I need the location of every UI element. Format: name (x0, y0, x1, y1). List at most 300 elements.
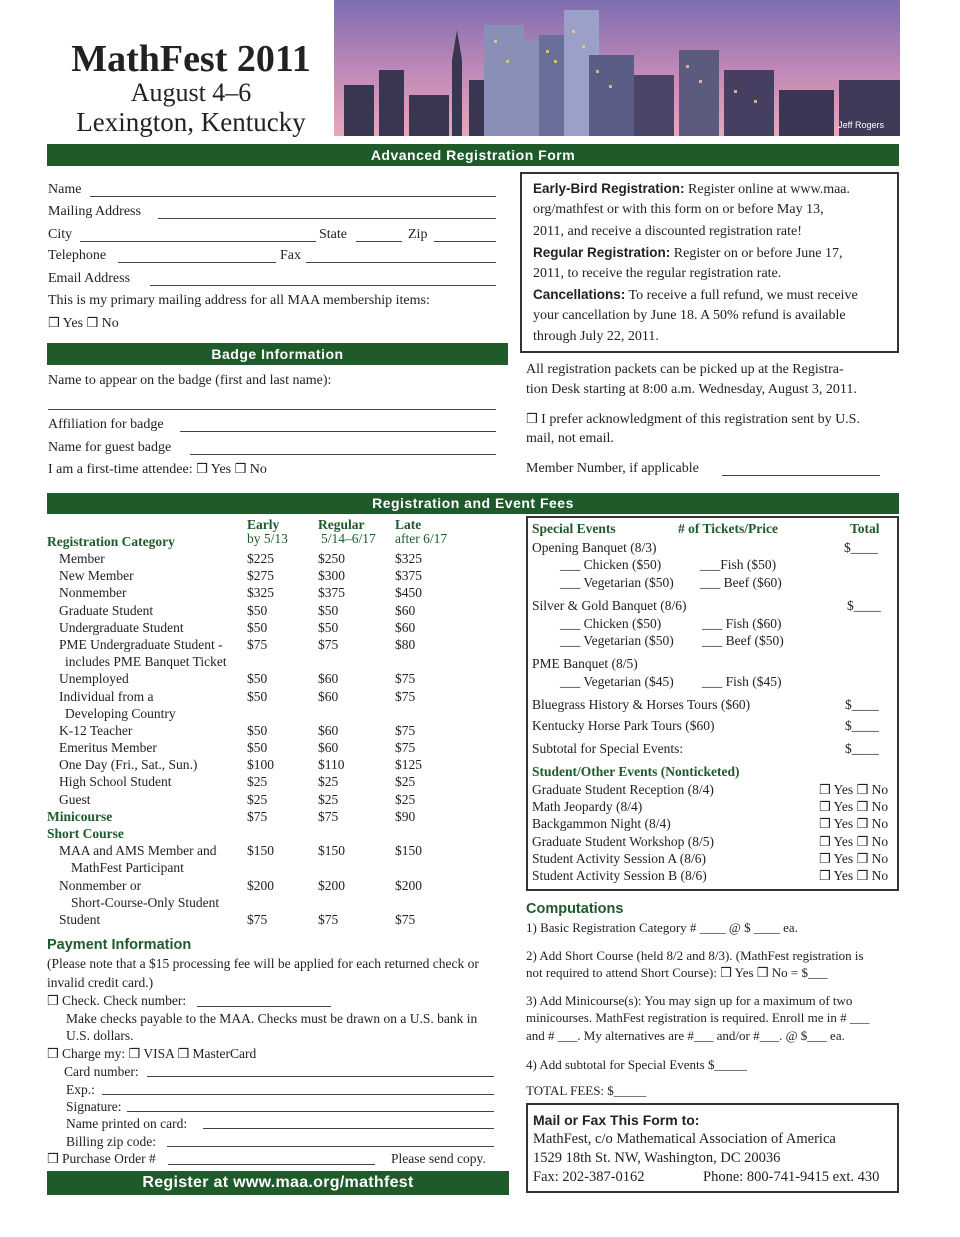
regular-price: $300 (318, 568, 345, 584)
silver-veg-label: Vegetarian ($50) (583, 633, 674, 648)
mastercard-label: MasterCard (192, 1046, 257, 1061)
category-label: Guest (59, 791, 91, 807)
regular-price: $75 (318, 911, 339, 927)
late-price: $125 (395, 757, 422, 773)
mail-phone: Phone: 800-741-9415 ext. 430 (703, 1169, 880, 1185)
cancel-line-3: through July 22, 2011. (533, 329, 659, 344)
short-course-row (47, 895, 477, 912)
early-price: $50 (247, 740, 268, 756)
register-footer-bar[interactable]: Register at www.maa.org/mathfest (47, 1171, 509, 1195)
event-location: Lexington, Kentucky (76, 107, 306, 137)
event-yes-label: Yes (833, 816, 854, 832)
cancel-label: Cancellations: (533, 287, 626, 302)
category-label: Undergraduate Student (59, 619, 184, 635)
early-price: $75 (247, 808, 268, 824)
early-price (247, 654, 318, 671)
fee-row (47, 551, 477, 568)
opening-total[interactable]: $____ (844, 540, 878, 555)
regular-line-1 (533, 245, 843, 262)
pickup-line-2: tion Desk starting at 8:00 a.m. Wednesday, August 3, 2011. (526, 382, 857, 397)
badge-name-input[interactable] (48, 409, 496, 410)
first-time-label: I am a first-time attendee: (48, 462, 193, 477)
early-price: $50 (247, 671, 268, 687)
name-on-card-label: Name printed on card: (66, 1116, 188, 1131)
student-event-label: Graduate Student Workshop (8/5) (532, 833, 715, 849)
late-price: $450 (395, 585, 422, 601)
early-price (247, 860, 318, 877)
send-copy-note: Please send copy. (391, 1151, 486, 1166)
cancel-text-1: To receive a full refund, we must receive (625, 288, 858, 303)
computation-2a: 2) Add Short Course (held 8/2 and 8/3). (MathFest registration is (526, 948, 864, 963)
event-yes-label: Yes (833, 868, 854, 883)
opening-veg[interactable]: ___ Vegetarian ($50) (560, 575, 674, 590)
fee-row (47, 654, 477, 671)
mailing-address-input[interactable] (158, 218, 496, 219)
early-price: $50 (247, 688, 268, 704)
tickets-header: # of Tickets/Price (678, 521, 778, 536)
zip-label: Zip (408, 227, 428, 242)
email-label: Email Address (48, 271, 131, 286)
late-price (395, 654, 477, 671)
mail-line-2: 1529 18th St. NW, Washington, DC 20036 (533, 1150, 781, 1166)
registration-info-box (520, 172, 899, 353)
signature-label: Signature: (66, 1099, 122, 1114)
minicourse-label: Minicourse (47, 808, 113, 824)
silver-gold-banquet: Silver & Gold Banquet (8/6) (532, 598, 687, 613)
category-label: Emeritus Member (59, 740, 157, 756)
category-label: Graduate Student (59, 602, 154, 618)
category-label: Nonmember or (59, 877, 142, 893)
event-no-label: No (871, 850, 889, 866)
category-label: New Member (59, 568, 134, 584)
computation-1: 1) Basic Registration Category # ____ @ $ ____ ea. (526, 920, 798, 935)
fee-row (47, 723, 477, 740)
state-input[interactable] (356, 241, 402, 242)
member-number-input[interactable] (722, 475, 880, 476)
early-price (247, 706, 318, 723)
category-label: Short-Course-Only Student (71, 894, 220, 910)
event-dates: August 4–6 (130, 78, 252, 107)
name-label: Name (48, 182, 82, 197)
early-price: $75 (247, 911, 268, 927)
telephone-label: Telephone (48, 248, 107, 263)
email-input[interactable] (150, 285, 496, 286)
fee-row (47, 585, 477, 602)
late-price: $325 (395, 551, 422, 566)
short-course-row (47, 878, 477, 895)
guest-badge-label: Name for guest badge (48, 440, 172, 455)
fee-row (47, 620, 477, 637)
check-option (47, 993, 186, 1009)
student-events-header: Student/Other Events (Nonticketed) (532, 764, 740, 779)
event-yes-checkbox[interactable]: ❒ (819, 800, 831, 816)
regular-price: $75 (318, 636, 339, 652)
late-price: $60 (395, 602, 416, 618)
check-number-input[interactable] (197, 1006, 331, 1007)
regular-price: $60 (318, 722, 339, 738)
pme-fish-label: Fish ($45) (725, 674, 782, 689)
opening-beef-label: Beef ($60) (723, 575, 782, 590)
event-yes-checkbox[interactable]: ❒ (819, 869, 831, 884)
opening-beef[interactable]: ___ Beef ($60) (700, 575, 782, 590)
category-label: Student (59, 911, 101, 927)
telephone-input[interactable] (118, 262, 276, 263)
city-label: City (48, 227, 73, 242)
special-subtotal: Subtotal for Special Events: (532, 741, 684, 756)
state-label: State (319, 227, 347, 242)
late-price: $60 (395, 619, 416, 635)
special-events-header: Special Events (532, 521, 616, 536)
early-price (247, 895, 318, 912)
regular-price (318, 654, 395, 671)
event-yes-checkbox[interactable]: ❒ (819, 834, 831, 850)
late-price: $75 (395, 671, 416, 687)
badge-name-label: Name to appear on the badge (first and last name): (48, 373, 332, 388)
bluegrass-total[interactable]: $____ (845, 697, 879, 712)
member-number-label: Member Number, if applicable (526, 461, 699, 476)
regular-price: $25 (318, 774, 339, 790)
primary-no-checkbox[interactable]: ❒ (86, 316, 99, 331)
late-price: $25 (395, 791, 416, 807)
fee-row (47, 603, 477, 620)
purchase-order-option (47, 1151, 156, 1167)
category-label: Unemployed (59, 671, 129, 687)
minicourse-row (47, 809, 477, 826)
event-no-checkbox[interactable]: ❒ (856, 817, 869, 833)
silver-fish-label: Fish ($60) (725, 616, 782, 631)
exp-label: Exp.: (66, 1082, 95, 1097)
name-input[interactable] (90, 196, 496, 197)
regular-price: $25 (318, 791, 339, 807)
fee-row (47, 637, 477, 654)
zip-input[interactable] (434, 241, 496, 242)
event-no-checkbox[interactable]: ❒ (856, 834, 869, 850)
event-no-label: No (871, 833, 889, 849)
primary-address-note: This is my primary mailing address for all MAA membership items: (48, 293, 430, 308)
col-regular-header: Regular (318, 517, 365, 532)
regular-text-1: Register on or before June 17, (670, 246, 843, 261)
visa-checkbox[interactable]: ❒ (128, 1047, 141, 1062)
late-price: $150 (395, 843, 422, 859)
computation-2b: not required to attend Short Course): ❒ Yes ❒ No = $___ (526, 965, 828, 980)
fee-row (47, 671, 477, 688)
ack-line-2: mail, not email. (526, 431, 614, 446)
short-course-row (47, 912, 477, 929)
event-no-checkbox[interactable]: ❒ (856, 851, 869, 867)
early-bird-label: Early-Bird Registration: (533, 181, 685, 196)
purchase-order-input[interactable] (168, 1164, 375, 1165)
early-price: $225 (247, 551, 274, 566)
opening-veg-label: Vegetarian ($50) (583, 575, 674, 590)
skyline-illustration (334, 0, 900, 136)
check-checkbox[interactable]: ❒ (47, 994, 59, 1009)
special-subtotal-value[interactable]: $____ (845, 741, 879, 756)
mail-line-1: MathFest, c/o Mathematical Association of America (533, 1131, 836, 1147)
silver-veg[interactable]: ___ Vegetarian ($50) (560, 633, 674, 648)
computation-3c: and # ___. My alternatives are #___ and/or #___. @ $___ ea. (526, 1028, 845, 1043)
event-yes-label: Yes (833, 782, 854, 797)
cancel-line-2: your cancellation by June 18. A 50% refund is available (533, 308, 846, 323)
pickup-line-1: All registration packets can be picked up at the Registra- (526, 362, 844, 377)
primary-yes-checkbox[interactable]: ❒ (48, 316, 60, 331)
student-event-options (819, 782, 888, 798)
early-price: $100 (247, 757, 274, 773)
fee-row (47, 568, 477, 585)
mastercard-checkbox[interactable]: ❒ (177, 1047, 190, 1062)
purchase-order-label: Purchase Order # (62, 1151, 156, 1166)
regular-price: $60 (318, 740, 339, 756)
city-input[interactable] (80, 241, 316, 242)
col-late-sub: after 6/17 (395, 531, 448, 546)
silver-chicken[interactable]: ___ Chicken ($50) (560, 616, 662, 631)
regular-price: $60 (318, 671, 339, 687)
ack-line-1 (526, 412, 860, 428)
total-header: Total (850, 521, 880, 536)
early-bird-line-1 (533, 181, 850, 198)
regular-price (318, 706, 395, 723)
regular-price: $50 (318, 602, 339, 618)
photo-credit: Jeff Rogers (838, 120, 884, 130)
category-label: Member (59, 551, 105, 566)
early-bird-text-1: Register online at www.maa. (684, 182, 851, 197)
visa-label: VISA (143, 1046, 175, 1061)
event-no-checkbox[interactable]: ❒ (856, 783, 869, 798)
form-title-bar: Advanced Registration Form (47, 144, 899, 166)
ack-checkbox[interactable]: ❒ (526, 412, 538, 427)
early-price: $50 (247, 602, 268, 618)
event-yes-label: Yes (833, 833, 854, 849)
early-price: $50 (247, 619, 268, 635)
opening-chicken-label: Chicken ($50) (583, 557, 662, 572)
fee-row (47, 740, 477, 757)
skyline-photo (334, 0, 900, 136)
category-label: MAA and AMS Member and (59, 843, 217, 859)
late-price: $75 (395, 722, 416, 738)
cancel-line-1 (533, 287, 858, 304)
early-price: $200 (247, 877, 274, 893)
short-course-header: Short Course (47, 826, 124, 841)
computations-title: Computations (526, 901, 624, 917)
event-no-checkbox[interactable]: ❒ (856, 869, 869, 884)
regular-price: $110 (318, 757, 345, 773)
event-no-label: No (871, 816, 889, 832)
pme-banquet: PME Banquet (8/5) (532, 656, 638, 671)
mailing-address-label: Mailing Address (48, 204, 141, 219)
charge-label: Charge my: (62, 1046, 126, 1061)
early-price: $275 (247, 568, 274, 584)
computation-4: 4) Add subtotal for Special Events $_____ (526, 1057, 747, 1072)
regular-price: $75 (318, 808, 339, 824)
category-label: Individual from a (59, 688, 154, 704)
affiliation-input[interactable] (180, 431, 496, 432)
bluegrass-tours: Bluegrass History & Horses Tours ($60) (532, 697, 751, 712)
silver-fish[interactable]: ___ Fish ($60) (702, 616, 782, 631)
badge-info-bar: Badge Information (47, 343, 508, 365)
category-label: includes PME Banquet Ticket (65, 654, 227, 670)
late-price: $25 (395, 774, 416, 790)
guest-badge-input[interactable] (190, 454, 496, 455)
fee-row (47, 774, 477, 791)
empty-cell (247, 826, 318, 843)
total-fees: TOTAL FEES: $_____ (526, 1083, 647, 1098)
late-price: $200 (395, 877, 422, 893)
early-price: $150 (247, 843, 274, 859)
regular-label: Regular Registration: (533, 245, 671, 260)
regular-price: $150 (318, 843, 345, 859)
mail-title: Mail or Fax This Form to: (533, 1112, 700, 1128)
student-event-options (819, 868, 888, 884)
student-event-label: Math Jeopardy (8/4) (532, 799, 643, 815)
silver-beef-label: Beef ($50) (725, 633, 784, 648)
late-price (395, 706, 477, 723)
col-late-header: Late (395, 517, 422, 532)
fax-input[interactable] (306, 262, 496, 263)
empty-cell (395, 826, 477, 843)
short-course-header-row (47, 826, 477, 843)
card-number-label: Card number: (64, 1064, 139, 1079)
billing-zip-label: Billing zip code: (66, 1134, 156, 1149)
regular-price: $375 (318, 585, 345, 601)
late-price: $75 (395, 740, 416, 756)
charge-checkbox[interactable]: ❒ (47, 1047, 59, 1062)
fee-row (47, 689, 477, 706)
first-time-no-checkbox[interactable]: ❒ (234, 462, 247, 477)
event-yes-label: Yes (833, 799, 854, 815)
col-early-sub: by 5/13 (247, 531, 288, 546)
check-label: Check. Check number: (62, 993, 187, 1008)
student-event-label: Student Activity Session B (8/6) (532, 868, 707, 883)
registration-fees-table (47, 551, 477, 929)
opening-fish-label: Fish ($50) (720, 557, 777, 572)
regular-price: $200 (318, 877, 345, 893)
student-event-options (819, 816, 888, 832)
first-time-no-label: No (249, 462, 267, 477)
category-label: Developing Country (65, 705, 176, 721)
name-on-card-input[interactable] (203, 1128, 494, 1129)
mail-fax: Fax: 202-387-0162 (533, 1169, 645, 1185)
payment-title: Payment Information (47, 937, 192, 953)
student-event-label: Graduate Student Reception (8/4) (532, 782, 714, 797)
regular-price: $250 (318, 551, 345, 566)
computation-3a: 3) Add Minicourse(s): You may sign up for a maximum of two (526, 993, 853, 1008)
first-time-yes-checkbox[interactable]: ❒ (196, 462, 208, 477)
opening-fish[interactable]: ___Fish ($50) (700, 557, 777, 572)
signature-input[interactable] (127, 1111, 494, 1112)
empty-cell (318, 826, 395, 843)
computation-3b: minicourses. MathFest registration is required. Enroll me in # ___ (526, 1010, 870, 1025)
regular-line-2: 2011, to receive the regular registration rate. (533, 266, 782, 281)
charge-option (47, 1046, 256, 1062)
event-no-label: No (871, 782, 889, 797)
kentucky-total[interactable]: $____ (845, 718, 879, 733)
check-note-1: Make checks payable to the MAA. Checks must be drawn on a U.S. bank in (66, 1011, 478, 1026)
late-price: $75 (395, 688, 416, 704)
early-price: $75 (247, 636, 268, 652)
opening-chicken[interactable]: ___ Chicken ($50) (560, 557, 662, 572)
early-bird-line-3: 2011, and receive a discounted registration rate! (533, 224, 802, 239)
silver-total[interactable]: $____ (847, 598, 881, 613)
early-price: $25 (247, 774, 268, 790)
silver-chicken-label: Chicken ($50) (583, 616, 662, 631)
student-event-options (819, 851, 888, 867)
event-yes-checkbox[interactable]: ❒ (819, 783, 831, 798)
ack-text-1: I prefer acknowledgment of this registration sent by U.S. (541, 412, 860, 427)
event-no-checkbox[interactable]: ❒ (856, 800, 869, 816)
billing-zip-input[interactable] (167, 1146, 494, 1147)
event-no-label: No (871, 799, 889, 815)
fee-row (47, 706, 477, 723)
exp-input[interactable] (102, 1094, 494, 1095)
late-price (395, 860, 477, 877)
primary-no-label: No (101, 316, 119, 331)
late-price: $75 (395, 911, 416, 927)
regular-price: $50 (318, 619, 339, 635)
event-no-label: No (871, 868, 889, 883)
event-yes-label: Yes (833, 850, 854, 866)
student-event-label: Student Activity Session A (8/6) (532, 850, 707, 866)
late-price (395, 895, 477, 912)
category-label: MathFest Participant (71, 860, 184, 876)
early-price: $50 (247, 722, 268, 738)
card-number-input[interactable] (147, 1076, 494, 1077)
fee-row (47, 792, 477, 809)
pme-fish[interactable]: ___ Fish ($45) (702, 674, 782, 689)
early-price: $25 (247, 791, 268, 807)
payment-note-2: invalid credit card.) (47, 975, 154, 990)
early-bird-line-2: org/mathfest or with this form on or before May 13, (533, 202, 824, 217)
student-event-label: Backgammon Night (8/4) (532, 816, 671, 832)
pme-veg-label: Vegetarian ($45) (583, 674, 674, 689)
event-yes-checkbox[interactable]: ❒ (819, 817, 831, 833)
student-event-options (819, 834, 888, 850)
purchase-order-checkbox[interactable]: ❒ (47, 1152, 59, 1167)
regular-price (318, 860, 395, 877)
silver-beef[interactable]: ___ Beef ($50) (702, 633, 784, 648)
short-course-row (47, 843, 477, 860)
event-title: MathFest 2011 (71, 38, 311, 80)
fax-label: Fax (280, 248, 301, 263)
regular-price: $60 (318, 688, 339, 704)
opening-banquet: Opening Banquet (8/3) (532, 540, 657, 555)
regular-price (318, 895, 395, 912)
col-early-header: Early (247, 517, 280, 532)
pme-veg[interactable]: ___ Vegetarian ($45) (560, 674, 674, 689)
col-regular-sub: 5/14–6/17 (321, 531, 376, 546)
short-course-row (47, 860, 477, 877)
first-time-attendee (48, 462, 267, 478)
late-price: $375 (395, 568, 422, 584)
category-header: Registration Category (47, 534, 175, 549)
payment-note-1: (Please note that a $15 processing fee will be applied for each returned check or (47, 956, 479, 971)
category-label: One Day (Fri., Sat., Sun.) (59, 757, 198, 773)
category-label: High School Student (59, 774, 172, 790)
first-time-yes-label: Yes (210, 462, 232, 477)
primary-yes-label: Yes (62, 316, 84, 331)
category-label: K-12 Teacher (59, 722, 133, 738)
event-yes-checkbox[interactable]: ❒ (819, 851, 831, 867)
fees-bar: Registration and Event Fees (47, 493, 899, 514)
category-label: Nonmember (59, 585, 127, 601)
late-price: $90 (395, 808, 416, 824)
fee-row (47, 757, 477, 774)
affiliation-label: Affiliation for badge (48, 417, 164, 432)
kentucky-tours: Kentucky Horse Park Tours ($60) (532, 718, 715, 733)
student-event-options (819, 799, 888, 815)
category-label: PME Undergraduate Student - (59, 636, 223, 652)
early-price: $325 (247, 585, 274, 601)
late-price: $80 (395, 636, 416, 652)
primary-address-options (48, 316, 119, 332)
